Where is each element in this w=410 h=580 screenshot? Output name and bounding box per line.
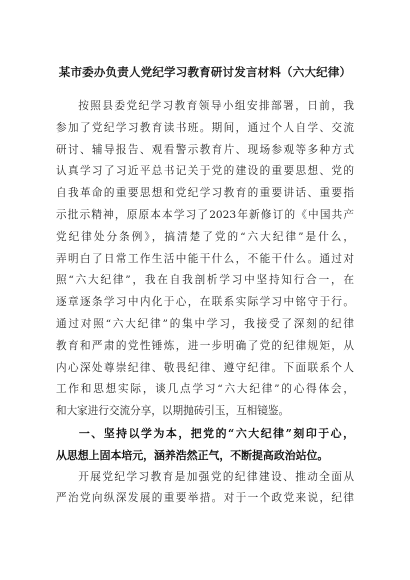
document-title: 某市委办负责人党纪学习教育研讨发言材料（六大纪律） (58, 65, 352, 79)
paragraph-line: 和大家进行交流分享，以期抛砖引玉，互相镜鉴。 (56, 405, 290, 418)
paragraph-line: 自我革命的重要思想和党纪学习教育的重要讲话、重要指 (56, 187, 354, 200)
paragraph-line: 弄明白了日常工作生活中能干什么，不能干什么。通过对 (56, 252, 354, 265)
paragraph-line: 严治党向纵深发展的重要举措。对于一个政党来说，纪律 (56, 492, 354, 505)
paragraph-line: 逐章逐条学习中内化于心，在联系实际学习中铭守于行。 (56, 296, 354, 309)
document-body (56, 96, 354, 510)
paragraph-line: 开展党纪学习教育是加强党的纪律建设、推动全面从 (78, 470, 354, 483)
paragraph-line: 通过对照“六大纪律”的集中学习，我接受了深刻的纪律 (56, 317, 354, 330)
paragraph-line: 参加了党纪学习教育读书班。期间，通过个人自学、交流 (56, 121, 354, 134)
paragraph-line: 党纪律处分条例》，搞清楚了党的“六大纪律”是什么， (56, 230, 354, 243)
paragraph-line: 示批示精神，原原本本学习了2023年新修订的《中国共产 (56, 208, 354, 221)
paragraph-line: 内心深处尊崇纪律、敬畏纪律、遵守纪律。下面联系个人 (56, 361, 354, 374)
paragraph-line: 照“六大纪律”，我在自我剖析学习中坚持知行合一，在 (56, 274, 354, 287)
paragraph-line: 教育和严肃的党性锤炼，进一步明确了党的纪律规矩，从 (56, 339, 354, 352)
paragraph-line: 工作和思想实际，谈几点学习“六大纪律”的心得体会， (56, 383, 354, 396)
paragraph-line: 研讨、辅导报告、观看警示教育片、现场参观等多种方式 (56, 143, 354, 156)
paragraph-line: 认真学习了习近平总书记关于党的建设的重要思想、党的 (56, 165, 354, 178)
section-heading-line: 从思想上固本培元，涵养浩然正气，不断提高政治站位。 (56, 448, 329, 462)
paragraph-line: 按照县委党纪学习教育领导小组安排部署，日前，我 (78, 100, 354, 112)
section-heading-line: 一、坚持以学为本，把党的“六大纪律”刻印于心， (78, 426, 354, 440)
